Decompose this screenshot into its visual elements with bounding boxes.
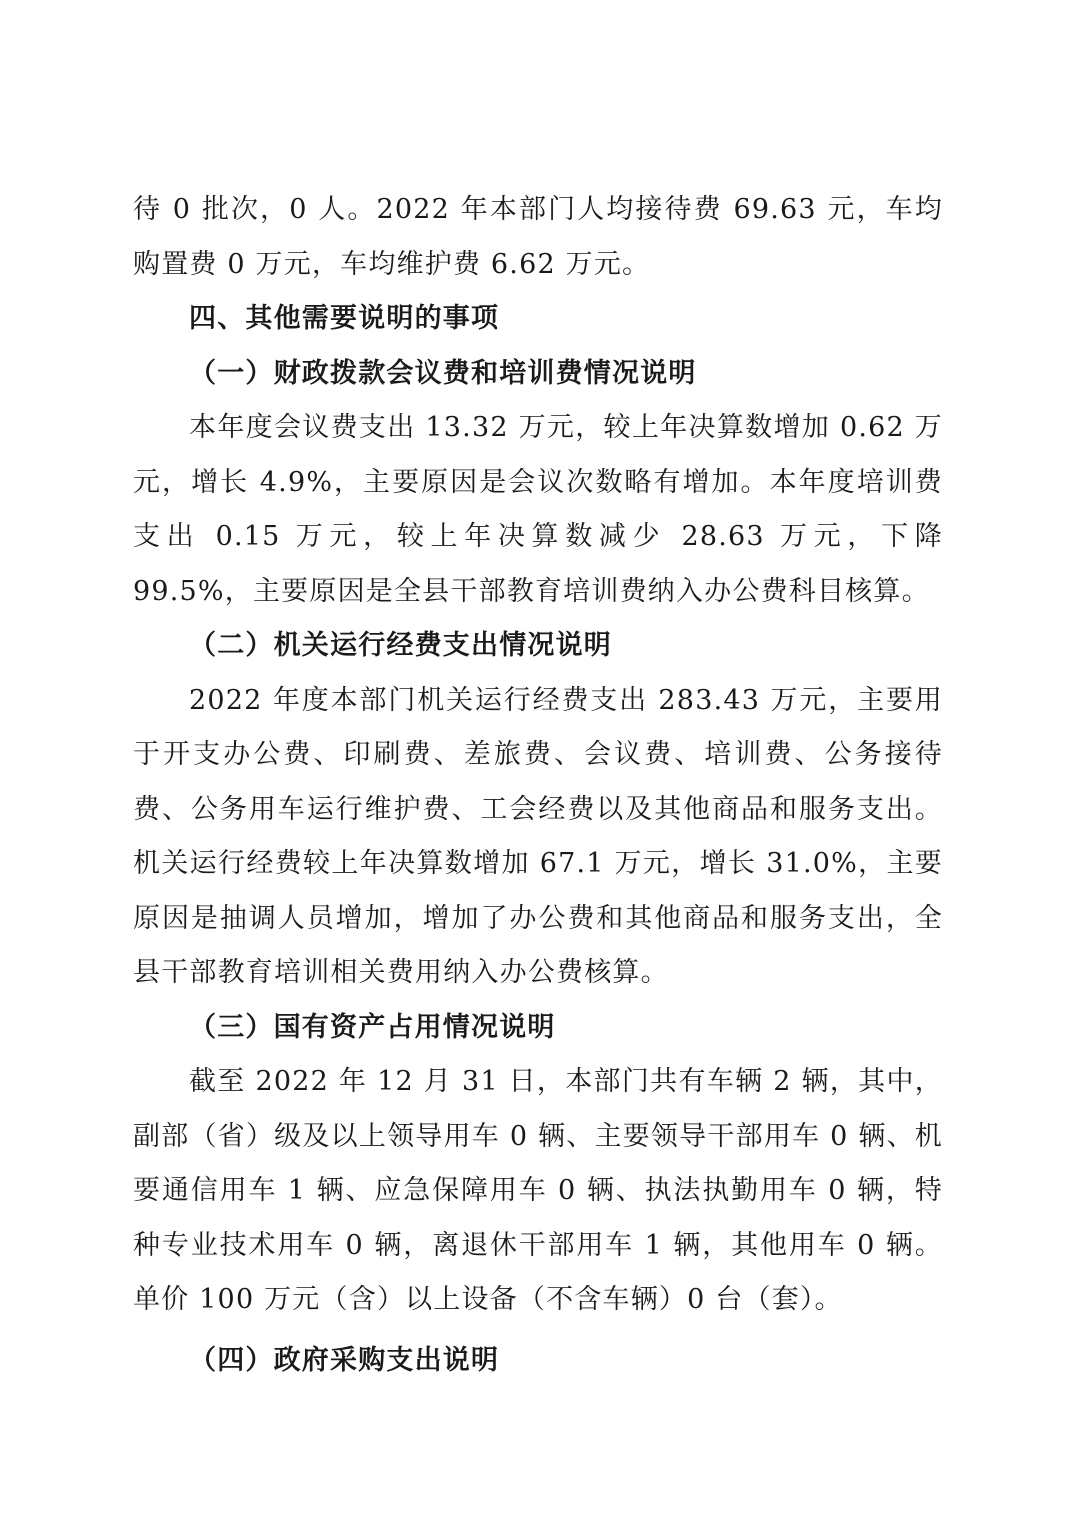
paragraph-continuation: 待 0 批次，0 人。2022 年本部门人均接待费 69.63 元，车均购置费 0 万元，车均维护费 6.62 万元。 <box>133 194 943 280</box>
section-heading-other-matters: 四、其他需要说明的事项 <box>189 303 500 334</box>
subheading-state-assets: （三）国有资产占用情况说明 <box>189 1011 556 1043</box>
subheading-operating-expenses: （二）机关运行经费支出情况说明 <box>189 630 612 661</box>
subheading-government-procurement: （四）政府采购支出说明 <box>189 1344 500 1376</box>
paragraph-state-assets: 截至 2022 年 12 月 31 日，本部门共有车辆 2 辆，其中，副部（省）级及以上领导用车 0 辆、主要领导干部用车 0 辆、机要通信用车 1 辆、应急保障用车 0 辆、执法执勤用车 0 辆，特种专业技术用车 0 辆，离退休干部用车 1 辆，其他用车 0 辆。单价 100 万元（含）以上设备（不含车辆）0 台（套）。 <box>133 1066 943 1315</box>
paragraph-operating-expenses: 2022 年度本部门机关运行经费支出 283.43 万元，主要用于开支办公费、印刷费、差旅费、会议费、培训费、公务接待费、公务用车运行维护费、工会经费以及其他商品和服务支出。机关运行经费较上年决算数增加 67.1 万元，增长 31.0%，主要原因是抽调人员增加，增加了办公费和其他商品和服务支出，全县干部教育培训相关费用纳入办公费核算。 <box>133 684 943 988</box>
subheading-meeting-training-fees: （一）财政拨款会议费和培训费情况说明 <box>189 357 697 389</box>
document-body <box>133 183 943 1388</box>
paragraph-meeting-training-fees: 本年度会议费支出 13.32 万元，较上年决算数增加 0.62 万元，增长 4.9%，主要原因是会议次数略有增加。本年度培训费支出 0.15 万元，较上年决算数减少 28.63 万元，下降 99.5%，主要原因是全县干部教育培训费纳入办公费科目核算。 <box>133 412 943 607</box>
